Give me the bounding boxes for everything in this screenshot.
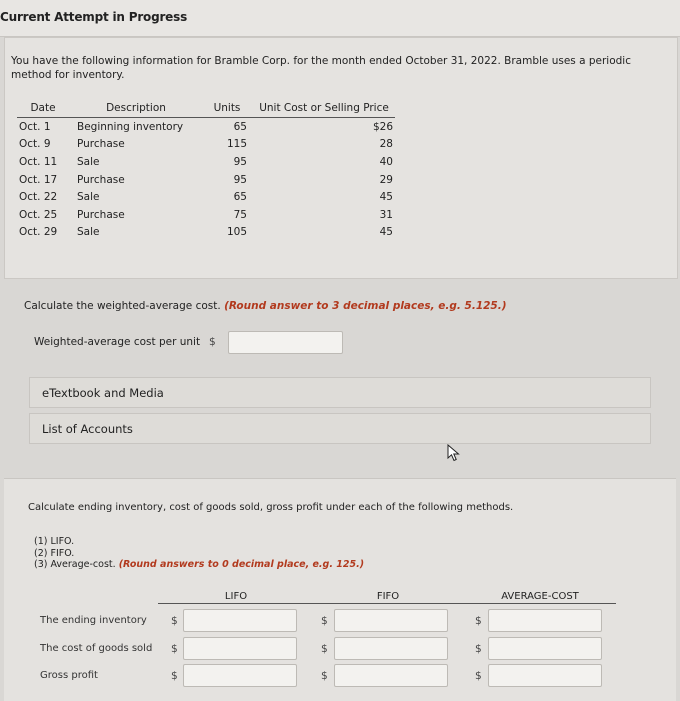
ending-inventory-label: The ending inventory — [40, 615, 147, 626]
column-header-lifo: LIFO — [158, 591, 314, 604]
cogs-label: The cost of goods sold — [40, 643, 153, 654]
lifo-ending-inventory-input[interactable] — [183, 609, 297, 632]
question-panel — [4, 37, 678, 279]
average-ending-inventory-input[interactable] — [488, 609, 602, 632]
row-date: Oct. 25 — [19, 208, 58, 221]
lifo-gross-profit-input[interactable] — [183, 664, 297, 687]
table-row — [17, 171, 395, 189]
row-date: Oct. 11 — [19, 155, 58, 168]
row-units: 75 — [233, 208, 247, 221]
currency-symbol: $ — [321, 643, 328, 655]
column-header-fifo: FIFO — [312, 591, 464, 604]
row-units: 105 — [226, 226, 247, 239]
table-row — [17, 153, 395, 171]
row-description: Beginning inventory — [77, 120, 184, 133]
row-description: Sale — [77, 155, 100, 168]
part2-rounding-note: (Round answers to 0 decimal place, e.g. 125.) — [118, 559, 365, 570]
table-row — [17, 206, 395, 224]
row-description: Sale — [77, 226, 100, 239]
row-date: Oct. 22 — [19, 191, 58, 204]
etextbook-media-button[interactable]: eTextbook and Media — [29, 377, 651, 408]
method-fifo: (2) FIFO. — [34, 547, 75, 559]
row-cost: 31 — [379, 208, 393, 221]
row-date: Oct. 9 — [19, 138, 51, 151]
lifo-cogs-input[interactable] — [183, 637, 297, 660]
row-date: Oct. 17 — [19, 173, 58, 186]
column-header-average-cost: AVERAGE-COST — [464, 591, 616, 604]
header-description: Description — [67, 101, 195, 118]
part1-rounding-note: (Round answer to 3 decimal places, e.g. 5.125.) — [224, 300, 507, 312]
row-units: 65 — [233, 191, 247, 204]
fifo-gross-profit-input[interactable] — [334, 664, 448, 687]
part1-instruction — [24, 300, 507, 312]
fifo-cogs-input[interactable] — [334, 637, 448, 660]
currency-symbol: $ — [171, 643, 178, 655]
average-gross-profit-input[interactable] — [488, 664, 602, 687]
row-description: Purchase — [77, 173, 125, 186]
row-description: Purchase — [77, 138, 125, 151]
row-cost: 28 — [379, 138, 393, 151]
row-cost: $26 — [372, 120, 393, 133]
currency-symbol: $ — [171, 615, 178, 627]
gross-profit-label: Gross profit — [40, 670, 98, 681]
row-units: 95 — [233, 155, 247, 168]
weighted-average-label: Weighted-average cost per unit — [34, 336, 201, 348]
row-units: 65 — [233, 120, 247, 133]
table-row — [17, 136, 395, 154]
part1-instruction-text: Calculate the weighted-average cost. — [24, 300, 221, 312]
inventory-table — [17, 101, 395, 241]
row-units: 95 — [233, 173, 247, 186]
methods-list — [34, 536, 364, 571]
row-cost: 40 — [379, 155, 393, 168]
table-row — [17, 224, 395, 242]
currency-symbol: $ — [209, 336, 216, 348]
method-average — [34, 559, 364, 571]
currency-symbol: $ — [321, 670, 328, 682]
weighted-average-input[interactable] — [228, 331, 343, 354]
table-row — [17, 188, 395, 206]
page-title: Current Attempt in Progress — [0, 10, 188, 24]
currency-symbol: $ — [475, 643, 482, 655]
row-date: Oct. 1 — [19, 120, 51, 133]
header-unit-cost: Unit Cost or Selling Price — [247, 101, 395, 118]
fifo-ending-inventory-input[interactable] — [334, 609, 448, 632]
list-of-accounts-button[interactable]: List of Accounts — [29, 413, 651, 444]
currency-symbol: $ — [475, 670, 482, 682]
top-bar — [0, 0, 680, 37]
row-cost: 45 — [379, 226, 393, 239]
table-row — [17, 118, 395, 136]
row-date: Oct. 29 — [19, 226, 58, 239]
row-description: Sale — [77, 191, 100, 204]
currency-symbol: $ — [171, 670, 178, 682]
table-header-row — [17, 101, 395, 118]
problem-intro: You have the following information for Bramble Corp. for the month ended October 31, 2022. Bramble uses a periodic method for inventory. — [11, 55, 631, 81]
method-average-text: (3) Average-cost. — [34, 559, 116, 570]
row-description: Purchase — [77, 208, 125, 221]
mouse-cursor-icon — [447, 444, 461, 462]
header-date: Date — [17, 101, 67, 118]
row-cost: 45 — [379, 191, 393, 204]
part2-instruction: Calculate ending inventory, cost of goods sold, gross profit under each of the following methods. — [28, 502, 514, 513]
row-cost: 29 — [379, 173, 393, 186]
currency-symbol: $ — [475, 615, 482, 627]
currency-symbol: $ — [321, 615, 328, 627]
method-lifo: (1) LIFO. — [34, 536, 75, 547]
row-units: 115 — [226, 138, 247, 151]
header-units: Units — [195, 101, 247, 118]
average-cogs-input[interactable] — [488, 637, 602, 660]
